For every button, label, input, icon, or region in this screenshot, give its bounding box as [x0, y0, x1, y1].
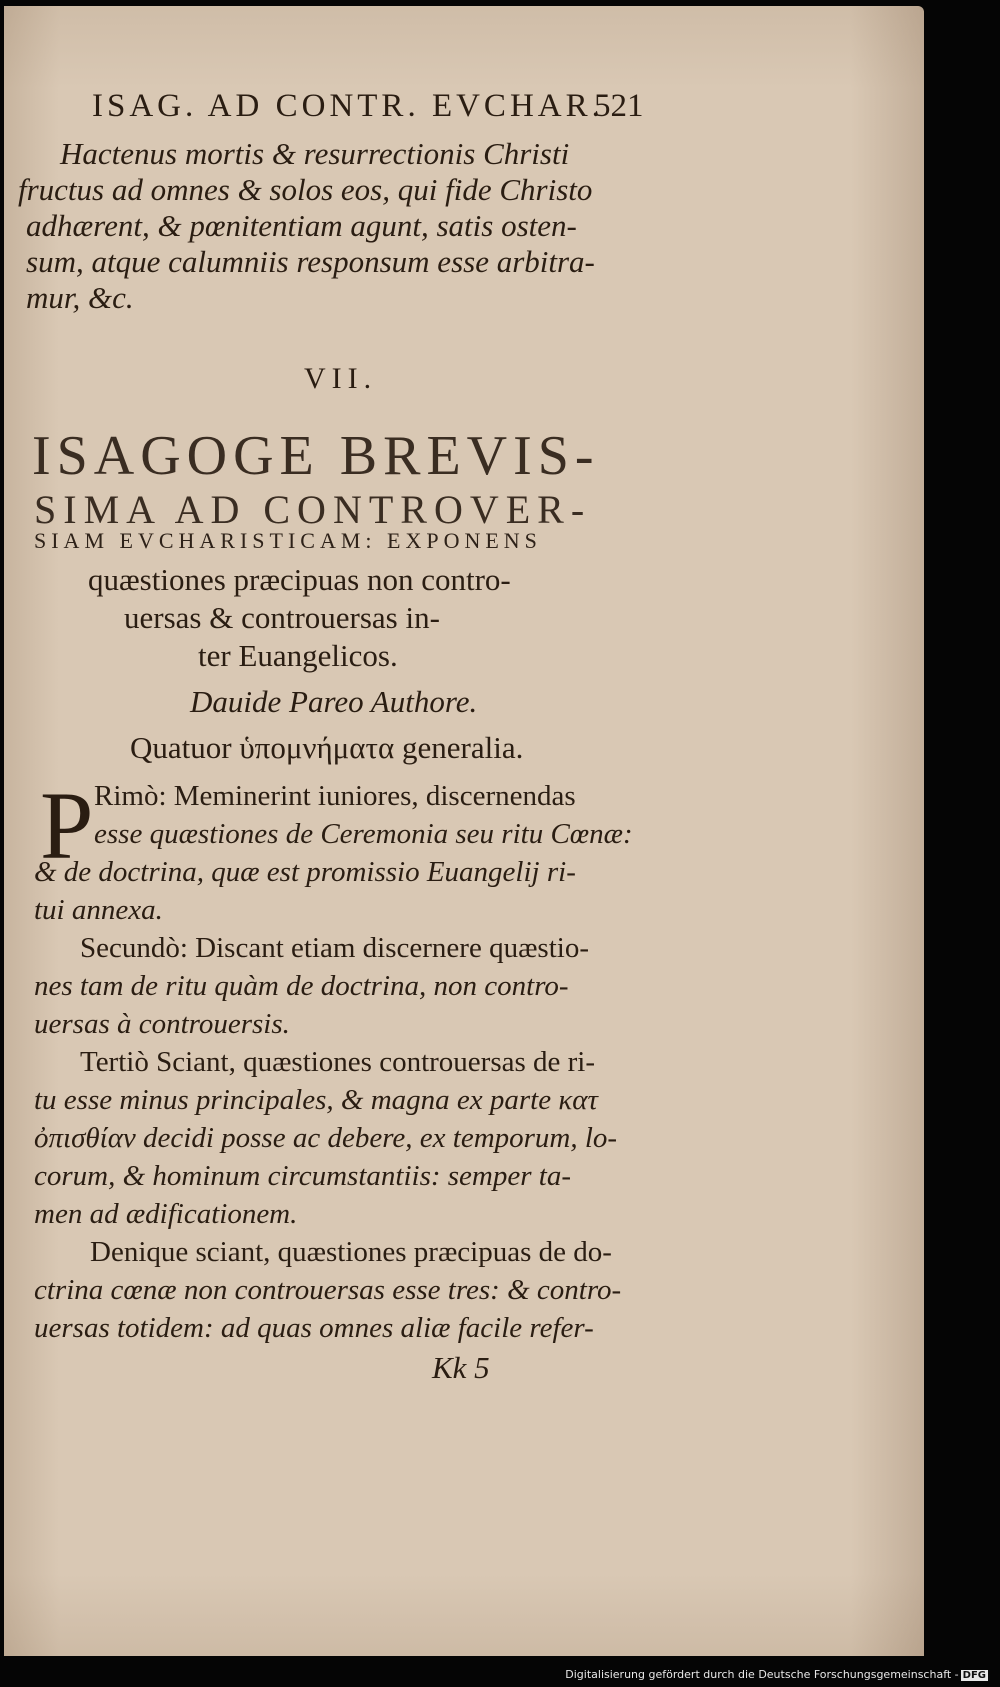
text-line: esse quæstiones de Ceremonia seu ritu Cœnæ:	[94, 818, 633, 850]
text-line: ctrina cœnæ non controuersas esse tres: & contro-	[34, 1274, 622, 1306]
title-line: SIAM EVCHARISTICAM: EXPONENS	[34, 528, 542, 553]
text-line: Secundò: Discant etiam discernere quæstio-	[80, 932, 589, 964]
text-line: Tertiò Sciant, quæstiones controuersas de ri-	[80, 1046, 596, 1078]
drop-cap: P	[40, 772, 94, 879]
book-page	[4, 6, 924, 1656]
text-line: tui annexa.	[34, 894, 163, 926]
text-line: uersas à controuersis.	[34, 1008, 290, 1040]
text-line: & de doctrina, quæ est promissio Euangelij ri-	[34, 856, 576, 888]
text-line: corum, & hominum circumstantiis: semper ta-	[34, 1160, 571, 1192]
title-line: SIMA AD CONTROVER-	[34, 487, 592, 532]
text-line: sum, atque calumniis responsum esse arbitra-	[26, 244, 595, 279]
digitization-credit	[565, 1668, 988, 1681]
page-number: 521	[594, 88, 644, 124]
credit-text: Digitalisierung gefördert durch die Deutsche Forschungsgemeinschaft -	[565, 1668, 959, 1681]
section-number: VII.	[304, 362, 378, 395]
text-line: tu esse minus principales, & magna ex parte κατ	[34, 1084, 598, 1116]
author-line: Dauide Pareo Authore.	[190, 684, 478, 719]
text-line: fructus ad omnes & solos eos, qui fide Christo	[18, 172, 593, 207]
text-line: ὀπισθίαν decidi posse ac debere, ex temporum, lo-	[34, 1122, 618, 1154]
text-line: Denique sciant, quæstiones præcipuas de do-	[90, 1236, 612, 1268]
subheading: Quatuor ὑπομνήματα generalia.	[130, 730, 524, 765]
text-line: uersas totidem: ad quas omnes aliæ facile refer-	[34, 1312, 594, 1344]
text-line: Rimò: Meminerint iuniores, discernendas	[94, 780, 576, 812]
dfg-logo: DFG	[962, 1670, 986, 1681]
text-line: nes tam de ritu quàm de doctrina, non contro-	[34, 970, 569, 1002]
text-line: adhærent, & pœnitentiam agunt, satis osten-	[26, 208, 577, 243]
signature-mark: Kk 5	[432, 1350, 490, 1385]
text-line: Hactenus mortis & resurrectionis Christi	[60, 136, 570, 171]
title-line: quæstiones præcipuas non contro-	[88, 562, 511, 597]
text-line: mur, &c.	[26, 280, 134, 315]
title-line: ISAGOGE BREVIS-	[32, 425, 600, 487]
title-line: uersas & controuersas in-	[124, 600, 440, 635]
running-title: ISAG. AD CONTR. EVCHAR.	[92, 88, 604, 124]
text-line: men ad ædificationem.	[34, 1198, 298, 1230]
title-line: ter Euangelicos.	[198, 638, 398, 673]
